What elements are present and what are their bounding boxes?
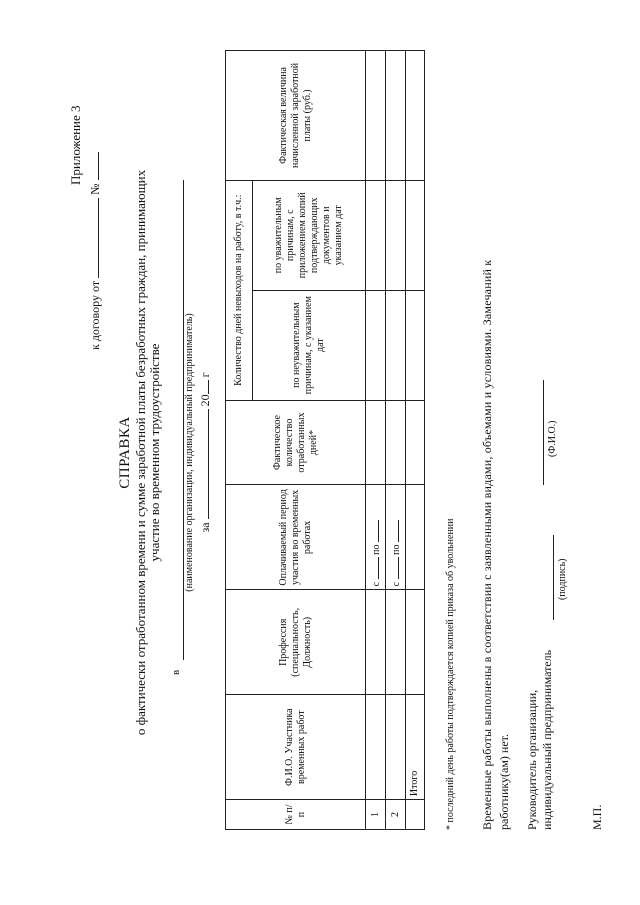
period-suffix: г — [198, 372, 212, 378]
statement-line2: работнику(ам) нет. — [497, 733, 511, 830]
document-subtitle-line2: участие во временном трудоустройстве — [147, 343, 162, 562]
table-row — [366, 51, 386, 830]
period-prefix: за — [198, 522, 212, 533]
header-profession: Профессия (специальность, Должность) — [226, 590, 366, 695]
table-total-row — [406, 51, 425, 830]
stamp-place: М.П. — [590, 804, 604, 830]
row-days-worked — [386, 400, 406, 485]
row-absences-unexcused — [386, 290, 406, 400]
row-absences-unexcused — [366, 290, 386, 400]
row-num: 1 — [366, 800, 386, 830]
name-blank — [543, 380, 544, 485]
row-salary — [386, 51, 406, 181]
table-row — [386, 51, 406, 830]
period-line — [198, 0, 213, 905]
header-period: Оплачиваемый период участия во временных работах — [226, 485, 366, 590]
header-absences-unexcused: по неуважительным причинам, с указанием дат — [253, 290, 366, 400]
org-caption: (наименование организации, индивидуальный предприниматель) — [184, 313, 195, 592]
period-month-blank — [198, 409, 209, 519]
document-title: СПРАВКА — [117, 416, 133, 489]
appendix-label: Приложение 3 — [68, 105, 83, 185]
contract-number-sign: № — [88, 183, 102, 195]
row-profession — [366, 590, 386, 695]
report-table — [225, 50, 425, 830]
row-profession — [386, 590, 406, 695]
header-days-worked: Фактическое количество отработанных дней* — [226, 400, 366, 485]
signature-caption: (подпись) — [557, 558, 568, 600]
header-salary: Фактическая величина начисленной заработной платы (руб.) — [226, 51, 366, 181]
row-fio — [366, 695, 386, 800]
header-absences-excused: по уважительным причинам, с приложением копий подтверждающих документов и указанием дат — [253, 180, 366, 290]
signature-blank — [553, 535, 554, 620]
period-year-blank — [198, 380, 209, 394]
row-absences-excused — [366, 180, 386, 290]
header-fio: Ф.И.О. Участника временных работ — [226, 695, 366, 800]
header-num: № п/п — [226, 800, 366, 830]
row-period: с по — [386, 485, 406, 590]
row-days-worked — [366, 400, 386, 485]
row-period: с по — [366, 485, 386, 590]
signatory-line1: Руководитель организации, — [525, 689, 539, 830]
signatory-line2: индивидуальный предприниматель — [540, 649, 554, 830]
statement-line1: Временные работы выполнены в соответствии с заявленными видами, объемами и условиями. Замечаний к — [480, 259, 494, 830]
row-num: 2 — [386, 800, 406, 830]
period-year-prefix: 20 — [198, 394, 212, 407]
row-salary — [366, 51, 386, 181]
contract-number-blank — [88, 152, 99, 180]
row-fio — [386, 695, 406, 800]
document-subtitle-line1: о фактически отработанном времени и сумме заработной платы безработных граждан, принимающих — [133, 169, 148, 736]
total-label: Итого — [406, 695, 425, 800]
name-caption: (Ф.И.О.) — [547, 420, 558, 457]
header-absences: Количество дней невыходов на работу, в т.ч.: — [226, 180, 253, 400]
row-absences-excused — [386, 180, 406, 290]
contract-prefix: к договору от — [88, 280, 102, 350]
contract-reference — [88, 152, 103, 350]
org-prefix: в — [170, 669, 182, 675]
contract-date-blank — [88, 198, 99, 278]
footnote: * последний день работы подтверждается копией приказа об увольнении — [445, 518, 456, 830]
